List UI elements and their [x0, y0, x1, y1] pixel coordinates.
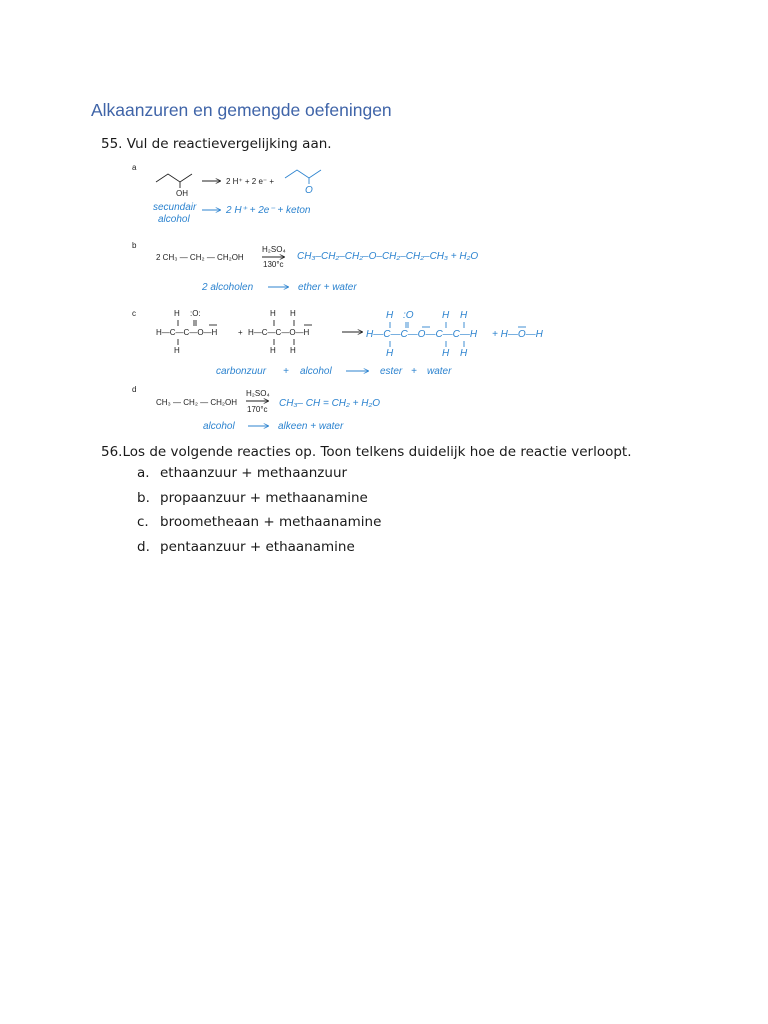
part-c — [132, 309, 544, 377]
part-c-word-1: carbonzuur — [216, 366, 267, 377]
list-item-text: pentaanzuur + ethaanamine — [160, 538, 355, 555]
page-heading: Alkaanzuren en gemengde oefeningen — [91, 100, 392, 120]
part-c-label: c — [132, 309, 136, 318]
part-d-word-mid: alkeen + water — [278, 421, 344, 432]
part-a-ketone-o: O — [305, 185, 313, 196]
list-item — [137, 514, 381, 539]
acetic-acid-structure — [156, 309, 218, 355]
part-a-word-right: 2 H⁺ + 2e⁻ + keton — [226, 205, 311, 216]
svg-text:H: H — [442, 348, 450, 359]
part-b — [132, 241, 478, 293]
svg-text:H: H — [386, 348, 394, 359]
list-item — [137, 465, 381, 490]
svg-text::O: :O — [403, 310, 414, 321]
svg-text:H: H — [442, 310, 450, 321]
part-a-label: a — [132, 163, 137, 172]
part-a-products: 2 H⁺ + 2 e⁻ + — [226, 177, 275, 186]
svg-text:H: H — [290, 346, 296, 355]
part-d-product: CH₃– CH = CH₂ + H₂O — [279, 398, 381, 409]
part-d-label: d — [132, 385, 137, 394]
part-a — [132, 163, 321, 225]
svg-text::O:: :O: — [190, 309, 201, 318]
svg-text:H—C—C—O—H: H—C—C—O—H — [156, 328, 218, 337]
svg-text:H: H — [174, 309, 180, 318]
part-a-word-left-2: alcohol — [158, 214, 190, 225]
part-b-label: b — [132, 241, 137, 250]
part-b-reactant: 2 CH₃ — CH₂ — CH₂OH — [156, 253, 244, 262]
butanol-skeleton — [156, 174, 192, 182]
water-structure: + H—O—H — [492, 329, 543, 340]
svg-text:H: H — [460, 348, 468, 359]
list-item — [137, 539, 381, 564]
svg-text:H: H — [386, 310, 394, 321]
part-a-word-left-1: secundair — [153, 202, 197, 213]
question-56: 56.Los de volgende reacties op. Toon telkens duidelijk hoe de reactie verloopt. — [101, 444, 632, 460]
part-c-word-4: water — [427, 366, 452, 377]
part-b-word-right: ether + water — [298, 282, 357, 293]
part-d-reactant: CH₃ — CH₂ — CH₂OH — [156, 398, 238, 407]
part-d-temp: 170°c — [247, 405, 268, 414]
part-d — [132, 385, 380, 432]
part-c-word-2: alcohol — [300, 366, 332, 377]
list-item-letter: b. — [137, 489, 150, 506]
reaction-scheme-image — [120, 158, 580, 438]
butanone-skeleton — [285, 170, 321, 178]
svg-text:+: + — [238, 328, 243, 337]
part-d-catalyst: H₂SO₄ — [246, 389, 270, 398]
svg-text:H: H — [460, 310, 468, 321]
svg-text:H: H — [290, 309, 296, 318]
svg-text:H—C—C—O—C—C—H: H—C—C—O—C—C—H — [366, 329, 478, 340]
part-b-temp: 130°c — [263, 260, 284, 269]
svg-text:H: H — [270, 309, 276, 318]
part-b-word-left: 2 alcoholen — [202, 282, 254, 293]
part-c-word-3: ester — [380, 366, 403, 377]
svg-text:H: H — [270, 346, 276, 355]
list-item-letter: a. — [137, 465, 150, 481]
part-b-catalyst: H₂SO₄ — [262, 245, 286, 254]
list-item-text: broometheaan + methaanamine — [160, 514, 382, 530]
list-item-letter: c. — [137, 514, 149, 530]
part-b-product: CH₃–CH₂–CH₂–O–CH₂–CH₂–CH₃ + H₂O — [297, 251, 479, 262]
ethanol-structure — [248, 309, 312, 355]
svg-text:H—C—C—O—H: H—C—C—O—H — [248, 328, 310, 337]
question-56-list — [137, 465, 381, 563]
list-item-text: ethaanzuur + methaanzuur — [160, 465, 348, 481]
part-c-plus-2: + — [411, 366, 417, 377]
ester-structure — [366, 310, 478, 359]
svg-text:H: H — [174, 346, 180, 355]
question-55: 55. Vul de reactievergelijking aan. — [101, 136, 332, 152]
list-item-letter: d. — [137, 538, 150, 555]
part-d-word-left: alcohol — [203, 421, 235, 432]
list-item-text: propaanzuur + methaanamine — [160, 489, 368, 506]
part-c-plus-1: + — [283, 366, 289, 377]
list-item — [137, 490, 381, 515]
part-a-oh: OH — [176, 189, 188, 198]
